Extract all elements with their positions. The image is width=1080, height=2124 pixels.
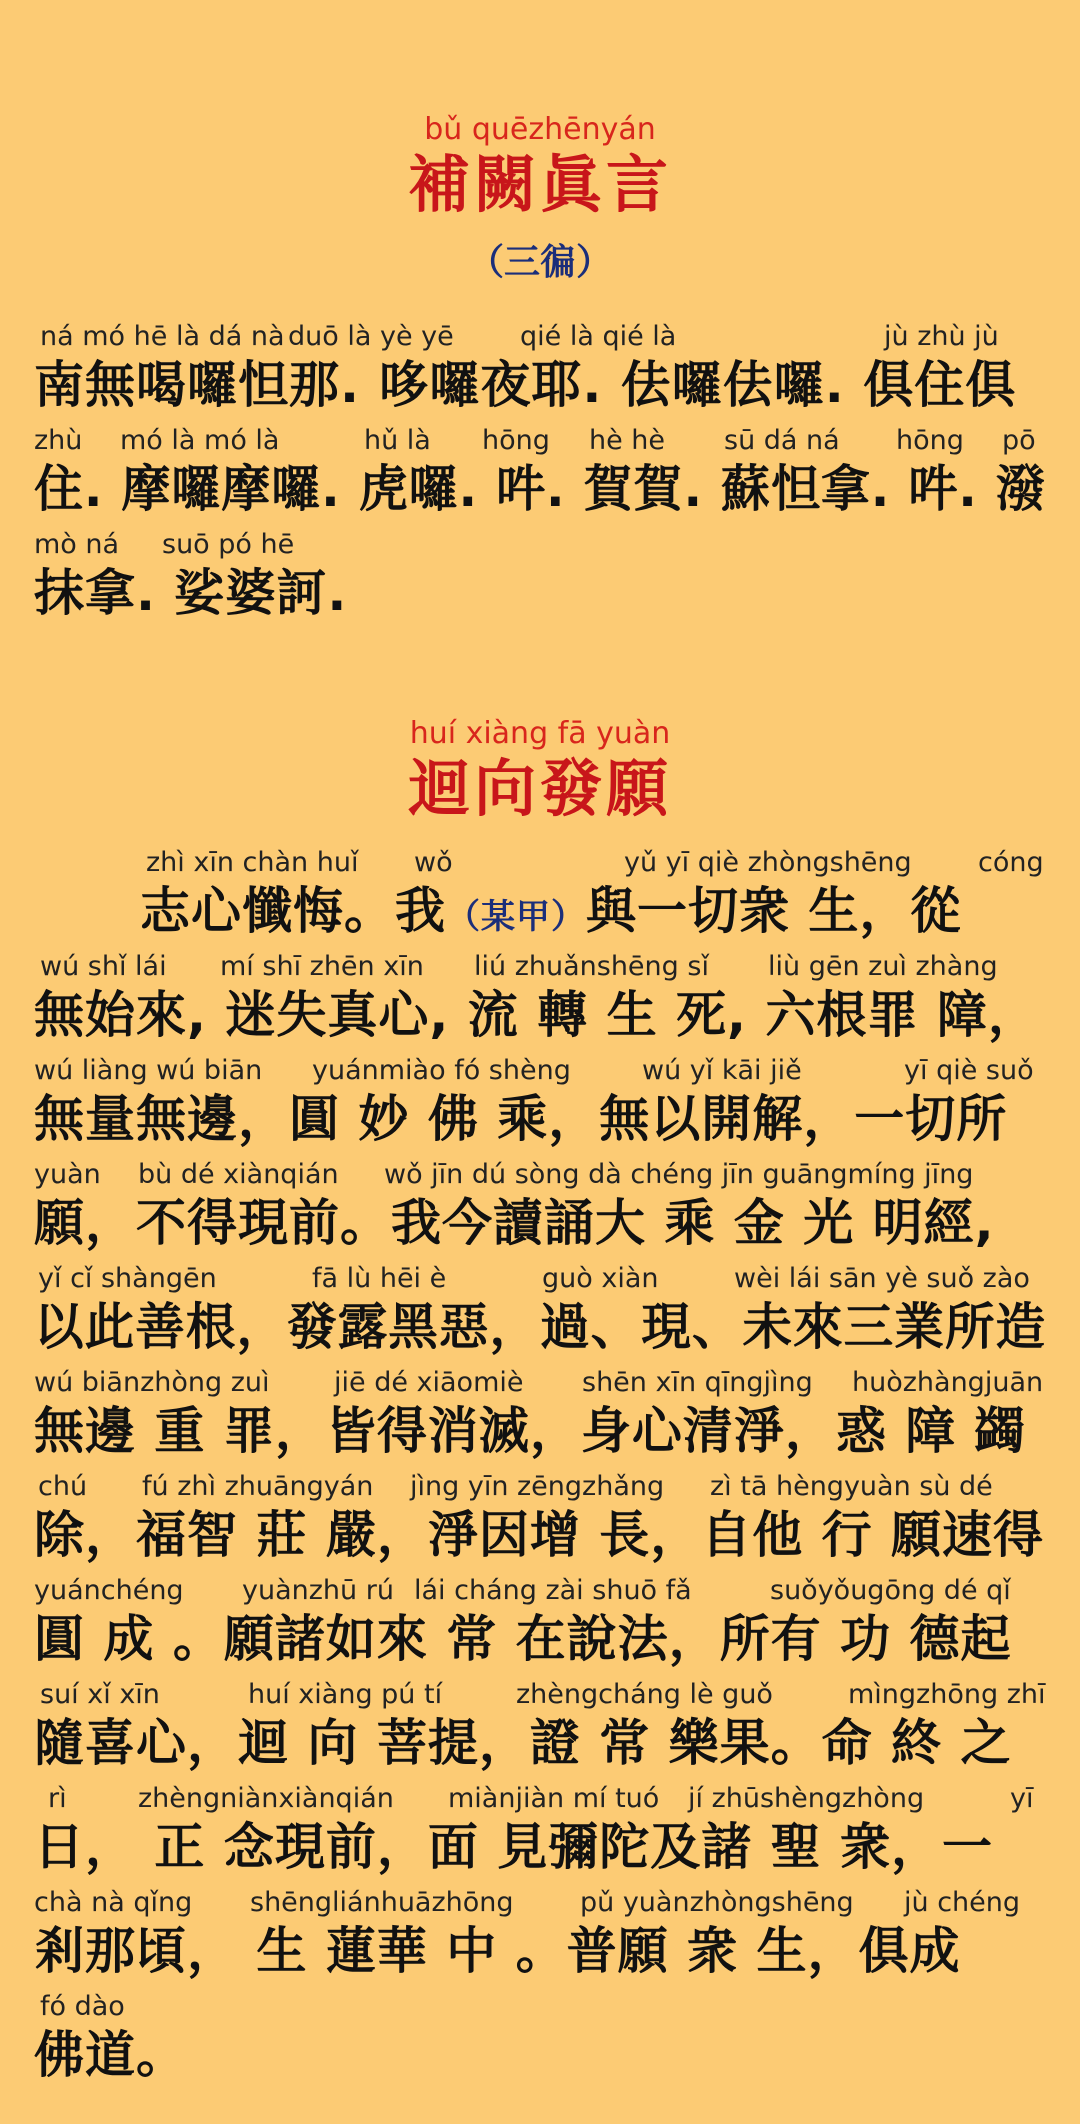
pinyin-group: guò xiàn xyxy=(542,1263,659,1294)
pinyin-group: liù gēn zuì zhàng xyxy=(768,951,998,982)
pinyin-group: miànjiàn mí tuó xyxy=(448,1783,660,1814)
recite-count-note: （三徧） xyxy=(467,241,612,283)
pinyin-group: yī qiè suǒ xyxy=(904,1055,1034,1086)
pinyin-group: zhì xīn chàn huǐ xyxy=(146,847,359,878)
hanzi-line: 住. 摩囉摩囉. 虎囉. 吽. 賀賀. 蘇怛拿. 吽. 潑 xyxy=(34,460,1046,518)
pinyin-group: yuánchéng xyxy=(34,1575,184,1606)
pinyin-group: chú xyxy=(38,1471,88,1502)
hanzi-line xyxy=(140,880,961,942)
hanzi-line: 隨喜心，迴 向 菩提，證 常 樂果。命 終 之 xyxy=(34,1714,1012,1772)
pinyin-group: jù zhù jù xyxy=(884,321,999,352)
text-line xyxy=(34,1886,1046,1990)
pinyin-group: yǔ yī qiè zhòngshēng xyxy=(624,847,912,878)
pinyin-group: mí shī zhēn xīn xyxy=(220,951,424,982)
pinyin-group: suí xǐ xīn xyxy=(40,1679,160,1710)
text-line xyxy=(34,1678,1046,1782)
name-placeholder-note: （某甲） xyxy=(446,897,586,937)
pinyin-group: hōng xyxy=(896,425,964,456)
hanzi-line: 無始來, 迷失真心, 流 轉 生 死, 六根罪 障， xyxy=(34,986,1039,1044)
hanzi-line: 圓 成 。願諸如來 常 在說法，所有 功 德起 xyxy=(34,1610,1012,1668)
text-line xyxy=(34,846,1046,950)
text-line xyxy=(34,528,1046,632)
text-line xyxy=(34,424,1046,528)
pinyin-group: mó là mó là xyxy=(120,425,280,456)
pinyin-group: yuánmiào fó shèng xyxy=(312,1055,571,1086)
pinyin-group: hè hè xyxy=(589,425,666,456)
pinyin-group: wǒ jīn dú sòng dà chéng jīn guāngmíng jīng xyxy=(384,1159,974,1190)
mantra-lines xyxy=(34,320,1046,632)
pinyin-group: jìng yīn zēngzhǎng xyxy=(410,1471,665,1502)
text-line xyxy=(34,1470,1046,1574)
section-pinyin: huí xiàng fā yuàn xyxy=(409,716,671,751)
pinyin-group: mìngzhōng zhī xyxy=(848,1679,1046,1710)
pinyin-group: liú zhuǎnshēng sǐ xyxy=(474,951,709,982)
pinyin-group: hōng xyxy=(482,425,550,456)
pinyin-group: sū dá ná xyxy=(724,425,840,456)
hanzi-text: 與一切衆 生，從 xyxy=(586,882,962,940)
text-line xyxy=(34,320,1046,424)
section-bu-que-zhen-yan xyxy=(0,112,1080,622)
pinyin-group: pǔ yuànzhòngshēng xyxy=(580,1887,854,1918)
text-line xyxy=(34,1158,1046,1262)
pinyin-group: wú biānzhòng zuì xyxy=(34,1367,270,1398)
hanzi-line: 無邊 重 罪，皆得消滅，身心清淨，惑 障 蠲 xyxy=(34,1402,1026,1460)
pinyin-group: zhù xyxy=(34,425,83,456)
pinyin-group: jiē dé xiāomiè xyxy=(334,1367,524,1398)
pinyin-group: yuànzhū rú xyxy=(242,1575,394,1606)
hanzi-line: 抹拿. 娑婆訶. xyxy=(34,564,348,622)
pinyin-group: wú yǐ kāi jiě xyxy=(642,1055,802,1086)
pinyin-group: yī xyxy=(1010,1783,1034,1814)
hanzi-line: 日， 正 念現前，面 見彌陀及諸 聖 衆，一 xyxy=(34,1818,994,1876)
pinyin-group: yuàn xyxy=(34,1159,101,1190)
pinyin-group: wǒ xyxy=(414,847,453,878)
pinyin-group: mò ná xyxy=(34,529,120,560)
pinyin-group: lái cháng zài shuō fǎ xyxy=(414,1575,692,1606)
pinyin-group: fú zhì zhuāngyán xyxy=(142,1471,374,1502)
text-line xyxy=(34,1782,1046,1886)
text-line xyxy=(34,1054,1046,1158)
pinyin-group: pō xyxy=(1002,425,1036,456)
pinyin-group: bù dé xiànqián xyxy=(138,1159,339,1190)
pinyin-group: jí zhūshèngzhòng xyxy=(688,1783,925,1814)
pinyin-group: huí xiàng pú tí xyxy=(248,1679,443,1710)
pinyin-group: wèi lái sān yè suǒ zào xyxy=(734,1263,1030,1294)
hanzi-line: 佛道。 xyxy=(34,2026,187,2084)
text-line xyxy=(34,950,1046,1054)
pinyin-group: chà nà qǐng xyxy=(34,1887,193,1918)
pinyin-group: qié là qié là xyxy=(520,321,677,352)
pinyin-group: fó dào xyxy=(40,1991,125,2022)
hanzi-line: 無量無邊，圓 妙 佛 乘，無以開解，一切所 xyxy=(34,1090,1008,1148)
pinyin-group: fā lù hēi è xyxy=(312,1263,447,1294)
hanzi-line: 願，不得現前。我今讀誦大 乘 金 光 明經, xyxy=(34,1194,995,1252)
pinyin-group: yǐ cǐ shàngēn xyxy=(38,1263,217,1294)
pinyin-group: huòzhàngjuān xyxy=(852,1367,1044,1398)
pinyin-group: wú liàng wú biān xyxy=(34,1055,263,1086)
hanzi-line: 剎那頃， 生 蓮華 中 。普願 衆 生，俱成 xyxy=(34,1922,961,1980)
pinyin-group: zhèngcháng lè guǒ xyxy=(516,1679,773,1710)
vow-lines xyxy=(34,846,1046,2094)
pinyin-group: zì tā hèngyuàn sù dé xyxy=(710,1471,993,1502)
pinyin-group: duō là yè yē xyxy=(288,321,454,352)
text-line xyxy=(34,1262,1046,1366)
pinyin-group: zhèngniànxiànqián xyxy=(138,1783,394,1814)
pinyin-group: rì xyxy=(48,1783,67,1814)
text-line xyxy=(34,1366,1046,1470)
pinyin-group: shēn xīn qīngjìng xyxy=(582,1367,813,1398)
pinyin-group: shēngliánhuāzhōng xyxy=(250,1887,514,1918)
text-line xyxy=(34,1990,1046,2094)
hanzi-text: 志心懺悔。我 xyxy=(140,882,446,940)
hanzi-line: 以此善根，發露黑惡，過、現、未來三業所造 xyxy=(34,1298,1047,1356)
pinyin-group: jù chéng xyxy=(904,1887,1021,1918)
pinyin-group: cóng xyxy=(978,847,1044,878)
section-title: 補闕眞言 xyxy=(407,148,672,221)
hanzi-line: 南無喝囉怛那. 哆囉夜耶. 佉囉佉囉. 俱住俱 xyxy=(34,356,1017,414)
hanzi-line: 除，福智 莊 嚴，淨因增 長，自他 行 願速得 xyxy=(34,1506,1045,1564)
text-line xyxy=(34,1574,1046,1678)
section-title: 迴向發願 xyxy=(407,752,672,825)
section-pinyin: bǔ quēzhēnyán xyxy=(424,112,656,147)
pinyin-group: hǔ là xyxy=(364,425,431,456)
pinyin-group: wú shǐ lái xyxy=(40,951,167,982)
pinyin-group: suō pó hē xyxy=(162,529,295,560)
section-hui-xiang-fa-yuan xyxy=(0,716,1080,2084)
pinyin-group: suǒyǒugōng dé qǐ xyxy=(770,1575,1011,1606)
pinyin-group: ná mó hē là dá nà xyxy=(40,321,285,352)
